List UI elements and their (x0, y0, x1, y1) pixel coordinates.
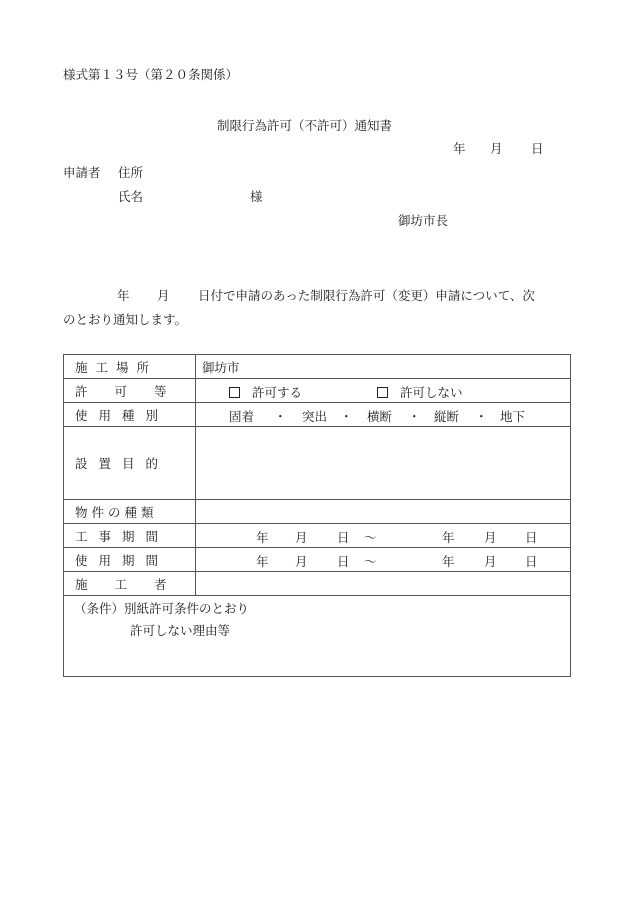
period-month: 月 (484, 554, 497, 569)
checkbox-icon[interactable] (377, 387, 388, 398)
use-options-cell (196, 403, 571, 427)
purpose-label: 設置目的 (75, 456, 170, 471)
applicant-label: 申請者 (63, 165, 101, 180)
contractor-label: 施工者 (75, 576, 194, 592)
table-row (64, 500, 571, 524)
site-label: 施工場所 (75, 359, 158, 375)
address-label: 住所 (118, 165, 144, 180)
period-month: 月 (295, 554, 308, 569)
use-option: 突出 (302, 409, 328, 424)
permit-option-label: 許可する (252, 385, 303, 400)
separator: ・ (340, 409, 353, 424)
body-year: 年 (117, 288, 130, 303)
object-label-cell (64, 500, 196, 524)
use-option: 固着 (229, 409, 255, 424)
purpose-label-cell (64, 427, 196, 500)
construction-period-label: 工事期間 (75, 528, 170, 544)
permit-options-cell (196, 379, 571, 403)
table-row (64, 572, 571, 596)
conditions-cell (64, 596, 571, 677)
purpose-value-cell (196, 427, 571, 500)
contractor-value-cell (196, 572, 571, 596)
reason-text: 許可しない理由等 (130, 623, 231, 638)
permit-option-grant[interactable] (229, 383, 302, 401)
period-year: 年 (442, 554, 455, 569)
period-day: 日 (337, 554, 350, 569)
period-year: 年 (442, 530, 455, 545)
period-day: 日 (525, 554, 538, 569)
site-label-cell (64, 355, 196, 379)
body-month: 月 (157, 288, 170, 303)
period-day: 日 (337, 530, 350, 545)
period-year: 年 (256, 554, 269, 569)
period-day: 日 (525, 530, 538, 545)
use-option: 縦断 (434, 409, 460, 424)
permit-label: 許可等 (75, 383, 194, 399)
date-day: 日 (531, 141, 544, 156)
site-value: 御坊市 (202, 359, 240, 375)
table-row (64, 596, 571, 677)
table-row (64, 524, 571, 548)
usage-period-label: 使用期間 (75, 552, 170, 568)
permit-option-deny[interactable] (377, 383, 463, 401)
permit-option-label: 許可しない (400, 385, 463, 400)
usage-period-cell (196, 548, 571, 572)
table-row (64, 548, 571, 572)
date-month: 月 (490, 141, 503, 156)
use-option: 横断 (367, 409, 393, 424)
table-row (64, 403, 571, 427)
period-year: 年 (256, 530, 269, 545)
object-value-cell (196, 500, 571, 524)
table-row (64, 379, 571, 403)
permit-label-cell (64, 379, 196, 403)
issuer: 御坊市長 (398, 213, 449, 228)
checkbox-icon[interactable] (229, 387, 240, 398)
use-label: 使用種別 (75, 407, 170, 423)
table-row (64, 355, 571, 379)
body-line-2: のとおり通知します。 (63, 312, 188, 327)
period-month: 月 (295, 530, 308, 545)
separator: ・ (475, 409, 488, 424)
separator: ・ (408, 409, 421, 424)
permit-table (63, 354, 571, 677)
date-year: 年 (453, 141, 466, 156)
separator: ・ (274, 409, 287, 424)
document-title: 制限行為許可（不許可）通知書 (217, 118, 393, 133)
form-number: 様式第１３号（第２０条関係） (63, 67, 239, 82)
table-row (64, 427, 571, 500)
conditions-text: （条件）別紙許可条件のとおり (74, 601, 250, 616)
construction-period-label-cell (64, 524, 196, 548)
period-month: 月 (484, 530, 497, 545)
construction-period-cell (196, 524, 571, 548)
body-text-1: 日付で申請のあった制限行為許可（変更）申請について、次 (198, 288, 535, 303)
use-label-cell (64, 403, 196, 427)
period-tilde: ～ (364, 530, 377, 545)
site-value-cell (196, 355, 571, 379)
honorific: 様 (250, 189, 263, 204)
contractor-label-cell (64, 572, 196, 596)
use-option: 地下 (500, 409, 526, 424)
name-label: 氏名 (118, 189, 144, 204)
object-label: 物件の種類 (75, 504, 158, 520)
usage-period-label-cell (64, 548, 196, 572)
body-line-1 (117, 288, 535, 304)
period-tilde: ～ (364, 554, 377, 569)
